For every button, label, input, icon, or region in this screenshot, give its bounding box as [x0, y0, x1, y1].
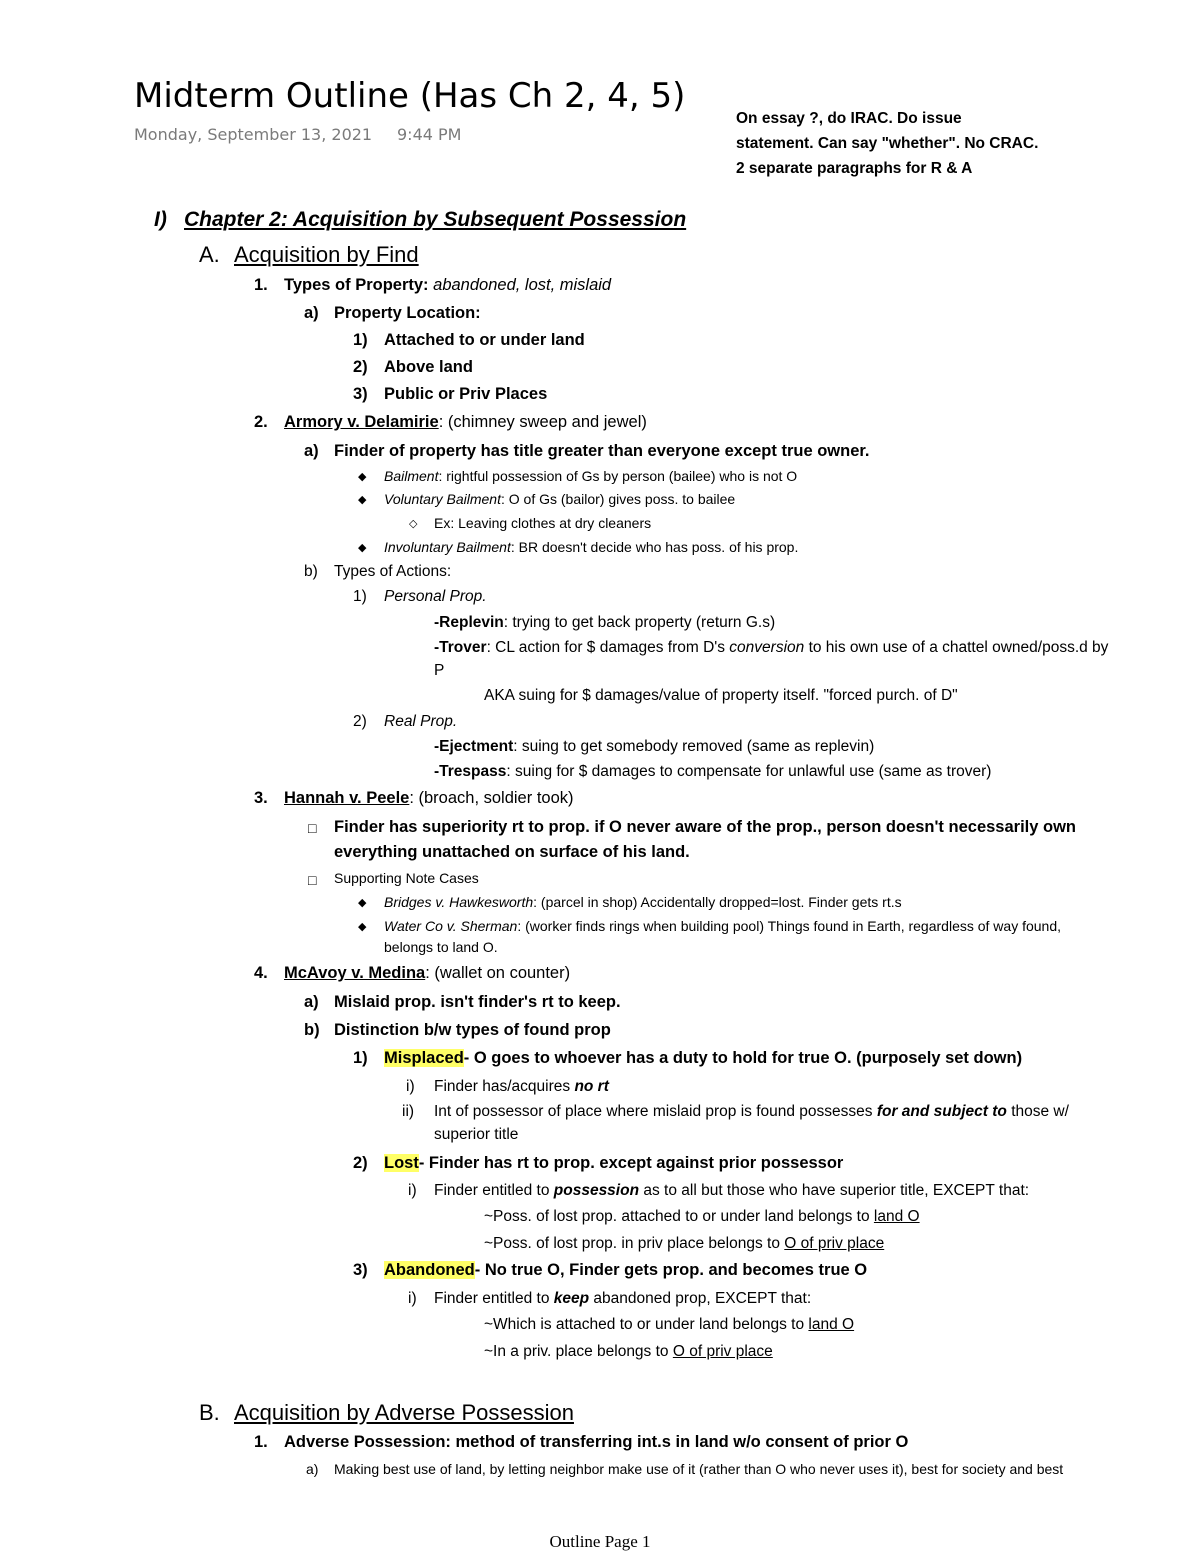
item-term: Involuntary Bailment	[384, 539, 511, 555]
outline-number: 2.	[254, 413, 268, 431]
item-text: : suing to get somebody removed (same as replevin)	[513, 738, 875, 755]
outline-item	[434, 614, 775, 632]
item-text: : suing for $ damages to compensate for unlawful use (same as trover)	[506, 763, 992, 780]
outline-item	[284, 413, 647, 432]
diamond-bullet-icon: ◆	[358, 542, 367, 554]
case-name: Armory v. Delamirie	[284, 413, 439, 431]
page-date: Monday, September 13, 2021	[134, 125, 373, 144]
item-text: : (worker finds rings when building pool) Things found in Earth, regardless of way found,	[517, 918, 1062, 934]
essay-note	[736, 106, 1096, 181]
item-term: -Replevin	[434, 614, 504, 631]
item-text: : rightful possession of Gs by person (bailee) who is not O	[438, 468, 798, 484]
outline-item	[484, 1235, 884, 1253]
item-emphasis: possession	[553, 1182, 640, 1199]
item-text: : (chimney sweep and jewel)	[438, 413, 647, 431]
outline-item	[284, 789, 574, 808]
outline-item: Ex: Leaving clothes at dry cleaners	[434, 515, 652, 531]
outline-item	[434, 1182, 1029, 1200]
outline-item	[434, 1078, 609, 1096]
outline-number: A.	[199, 242, 220, 267]
item-text: ~Poss. of lost prop. attached to or under land belongs to	[484, 1208, 874, 1225]
outline-item: AKA suing for $ damages/value of property itself. "forced purch. of D"	[484, 687, 958, 704]
item-text: ~In a priv. place belongs to	[484, 1343, 673, 1360]
item-text: abandoned prop, EXCEPT that:	[589, 1290, 812, 1307]
chapter-heading: Chapter 2: Acquisition by Subsequent Possession	[184, 208, 687, 231]
highlighted-term: Lost	[384, 1154, 419, 1172]
outline-number: 1)	[353, 588, 367, 605]
outline-item: Mislaid prop. isn't finder's rt to keep.	[334, 993, 621, 1011]
outline-number: i)	[406, 1078, 415, 1095]
page-title: Midterm Outline (Has Ch 2, 4, 5)	[134, 76, 686, 116]
outline-number: B.	[199, 1400, 220, 1425]
diamond-bullet-icon: ◆	[358, 921, 367, 933]
item-text: - O goes to whoever has a duty to hold for true O. (purposely set down)	[463, 1049, 1023, 1067]
outline-item	[434, 738, 874, 756]
outline-item: Above land	[384, 358, 473, 376]
item-text: Finder has/acquires	[434, 1078, 575, 1095]
item-text: : (wallet on counter)	[425, 964, 571, 982]
outline-number: b)	[304, 563, 318, 580]
outline-item	[384, 468, 797, 484]
item-emphasis: conversion	[729, 639, 805, 656]
outline-number: I)	[154, 208, 167, 231]
item-text: Int of possessor of place where mislaid prop is found possesses	[434, 1103, 877, 1120]
item-text: abandoned, lost, mislaid	[433, 276, 612, 294]
outline-number: ii)	[402, 1103, 415, 1120]
outline-number: 1)	[353, 331, 368, 349]
outline-number: a)	[304, 442, 319, 460]
section-heading: Acquisition by Adverse Possession	[234, 1400, 574, 1425]
page-footer: Outline Page 1	[549, 1532, 651, 1551]
outline-item: Distinction b/w types of found prop	[334, 1021, 611, 1039]
item-text: ~Poss. of lost prop. in priv place belongs to	[484, 1235, 785, 1252]
outline-item: Real Prop.	[384, 713, 458, 730]
outline-item	[384, 894, 902, 910]
diamond-bullet-icon: ◆	[358, 494, 367, 506]
outline-number: a)	[306, 1461, 319, 1477]
item-emphasis: for and subject to	[876, 1103, 1007, 1120]
section-heading: Acquisition by Find	[234, 242, 419, 267]
outline-item	[384, 1261, 867, 1280]
item-text: : CL action for $ damages from D's	[486, 639, 730, 656]
outline-item	[434, 763, 991, 781]
outline-item: Finder has superiority rt to prop. if O never aware of the prop., person doesn't necessarily own	[334, 818, 1076, 836]
item-text: Finder entitled to	[434, 1182, 554, 1199]
outline-number: 1)	[353, 1049, 368, 1067]
outline-item	[384, 1049, 1022, 1068]
outline-item	[284, 276, 611, 295]
diamond-bullet-icon: ◆	[358, 897, 367, 909]
outline-item	[434, 1103, 1069, 1121]
outline-number: 2)	[353, 1154, 368, 1172]
outline-item-continuation: P	[434, 662, 445, 679]
item-emphasis: no rt	[574, 1078, 609, 1095]
outline-item-continuation: superior title	[434, 1126, 519, 1143]
item-emphasis: keep	[553, 1290, 590, 1307]
square-bullet-icon: □	[308, 820, 317, 836]
outline-number: 1.	[254, 1433, 268, 1451]
outline-item-continuation: everything unattached on surface of his land.	[334, 843, 690, 861]
item-term: Water Co v. Sherman	[384, 918, 518, 934]
page-time: 9:44 PM	[397, 125, 462, 144]
item-text: : (parcel in shop) Accidentally dropped=lost. Finder gets rt.s	[533, 894, 902, 910]
item-underlined: land O	[808, 1316, 855, 1333]
essay-note-line: 2 separate paragraphs for R & A	[736, 160, 973, 177]
item-text: Finder entitled to	[434, 1290, 554, 1307]
outline-item: Attached to or under land	[384, 331, 585, 349]
outline-item	[484, 1208, 920, 1226]
highlighted-term: Abandoned	[384, 1261, 475, 1279]
open-diamond-bullet-icon: ◇	[409, 518, 418, 530]
outline-item	[284, 964, 570, 983]
item-term: Bridges v. Hawkesworth	[384, 894, 534, 910]
item-text: as to all but those who have superior title, EXCEPT that:	[639, 1182, 1030, 1199]
item-term: -Ejectment	[434, 738, 514, 755]
outline-number: 3.	[254, 789, 268, 807]
outline-number: i)	[408, 1290, 417, 1307]
outline-item	[384, 539, 798, 555]
outline-number: a)	[304, 993, 319, 1011]
item-underlined: O of priv place	[784, 1235, 885, 1252]
outline-item	[384, 1154, 843, 1173]
outline-number: 2)	[353, 713, 367, 730]
item-text: : BR doesn't decide who has poss. of his prop.	[510, 539, 799, 555]
outline-item: Finder of property has title greater than everyone except true owner.	[334, 442, 870, 460]
outline-number: 3)	[353, 1261, 368, 1279]
essay-note-line: statement. Can say "whether". No CRAC.	[736, 135, 1039, 152]
outline-item: Public or Priv Places	[384, 385, 548, 403]
item-text: : O of Gs (bailor) gives poss. to bailee	[500, 491, 736, 507]
outline-item	[484, 1316, 854, 1334]
outline-number: a)	[304, 304, 319, 322]
item-text: to his own use of a chattel owned/poss.d by	[804, 639, 1109, 656]
outline-item	[434, 1290, 811, 1308]
outline-item: Adverse Possession: method of transferring int.s in land w/o consent of prior O	[284, 1433, 909, 1451]
outline-item: Supporting Note Cases	[334, 870, 479, 886]
item-term: -Trespass	[434, 763, 507, 780]
item-text: ~Which is attached to or under land belongs to	[484, 1316, 809, 1333]
highlighted-term: Misplaced	[384, 1049, 464, 1067]
outline-number: i)	[408, 1182, 417, 1199]
case-name: McAvoy v. Medina	[284, 964, 426, 982]
item-text: : trying to get back property (return G.s)	[503, 614, 776, 631]
square-bullet-icon: □	[308, 872, 317, 888]
outline-number: 2)	[353, 358, 368, 376]
essay-note-line: On essay ?, do IRAC. Do issue	[736, 110, 962, 127]
item-text: : (broach, soldier took)	[409, 789, 574, 807]
outline-item	[384, 918, 1061, 934]
outline-item	[434, 639, 1108, 657]
outline-number: 3)	[353, 385, 368, 403]
outline-item: Property Location:	[334, 304, 481, 322]
outline-number: 1.	[254, 276, 268, 294]
outline-item-continuation: belongs to land O.	[384, 939, 498, 955]
outline-item: Types of Actions:	[334, 563, 452, 580]
outline-item	[484, 1343, 773, 1361]
outline-item: Making best use of land, by letting neighbor make use of it (rather than O who never uses it), best for society and best	[334, 1461, 1064, 1477]
item-text: those w/	[1006, 1103, 1069, 1120]
item-underlined: O of priv place	[672, 1343, 773, 1360]
diamond-bullet-icon: ◆	[358, 471, 367, 483]
item-label: Types of Property:	[284, 276, 429, 294]
outline-item: Personal Prop.	[384, 588, 487, 605]
item-term: Bailment	[384, 468, 439, 484]
item-text: - No true O, Finder gets prop. and becomes true O	[474, 1261, 868, 1279]
item-text: - Finder has rt to prop. except against prior possessor	[418, 1154, 844, 1172]
item-term: -Trover	[434, 639, 487, 656]
outline-item	[384, 491, 735, 507]
outline-number: 4.	[254, 964, 268, 982]
item-term: Voluntary Bailment	[384, 491, 501, 507]
case-name: Hannah v. Peele	[284, 789, 410, 807]
item-underlined: land O	[873, 1208, 920, 1225]
outline-number: b)	[304, 1021, 320, 1039]
